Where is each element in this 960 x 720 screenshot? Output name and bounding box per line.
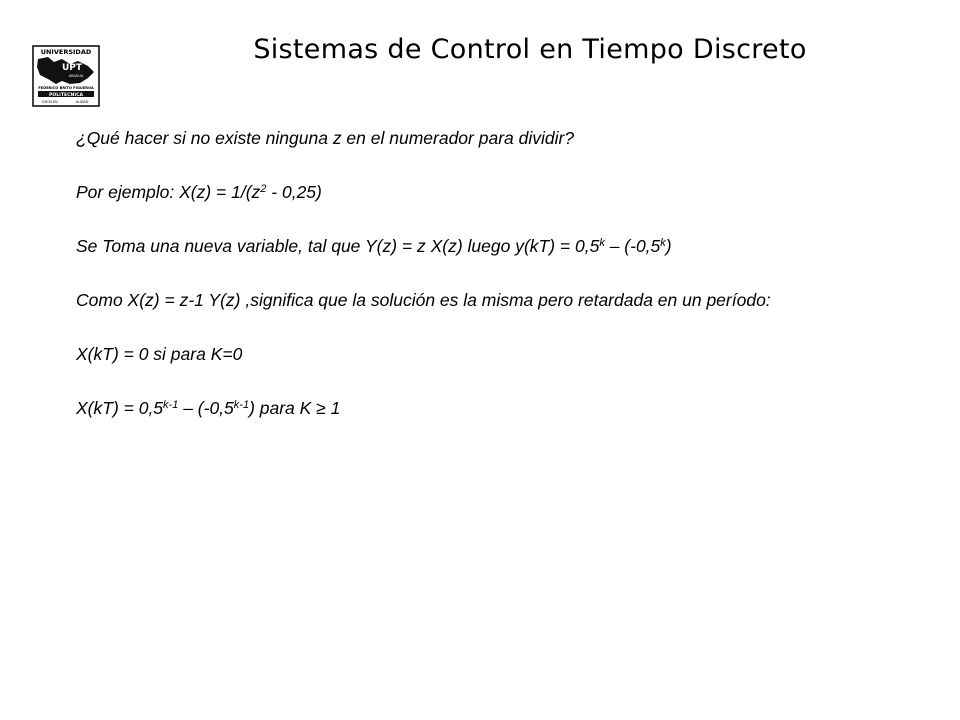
example-line: Por ejemplo: $X(z) = 1/(z^2 - 0,25)$ bbox=[76, 182, 322, 202]
logo-bottom-left: EXCELEN bbox=[42, 100, 58, 104]
delay-explanation-line: Como X(z) = z-1 Y(z) ,significa que la solución es la misma pero retardada en un período: bbox=[76, 290, 771, 310]
solution-k1-line: $X(kT) = 0,5^{k-1} - (-0,5^{k-1})$ para K ≥ 1 bbox=[76, 398, 341, 418]
logo-abbr: UPT bbox=[61, 63, 83, 73]
university-logo bbox=[32, 45, 100, 107]
logo-bottom-right: ALIDAD bbox=[75, 100, 89, 104]
logo-subline: FEDERICO BRITO FIGUEROA bbox=[38, 86, 94, 90]
logo-top-text: UNIVERSIDAD bbox=[40, 48, 92, 56]
logo-band-text: POLITECNICA bbox=[48, 93, 84, 98]
new-variable-line: Se Toma una nueva variable, tal que Y(z) = z X(z) luego $y(kT) = 0,5^k - (-0,5^k)$ bbox=[76, 236, 672, 256]
logo-state: ARAGUA bbox=[68, 74, 84, 78]
solution-k0-line: X(kT) = 0 si para K=0 bbox=[76, 344, 243, 364]
slide-title: Sistemas de Control en Tiempo Discreto bbox=[253, 34, 807, 65]
slide-body bbox=[76, 125, 912, 422]
question-line: ¿Qué hacer si no existe ninguna z en el numerador para dividir? bbox=[76, 128, 575, 148]
